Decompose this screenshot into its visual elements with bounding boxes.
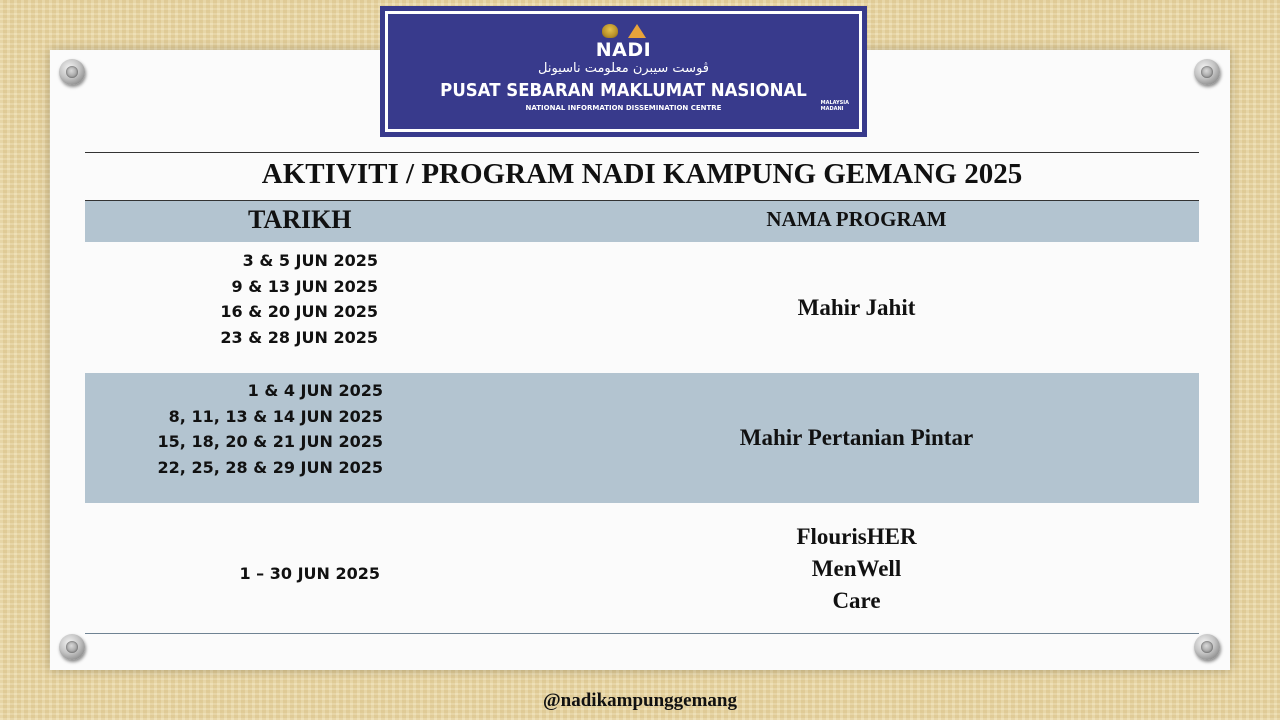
program-name: Mahir Jahit — [797, 295, 916, 320]
date-line: 16 & 20 JUN 2025 — [220, 302, 378, 321]
date-line: 1 – 30 JUN 2025 — [239, 564, 380, 583]
row-2-dates — [130, 378, 383, 480]
heading-top-rule — [85, 152, 1199, 153]
row-1-program — [515, 292, 1198, 324]
row-3-programs — [515, 521, 1198, 617]
madani-logo-line2: MADANI — [820, 106, 844, 112]
program-name: MenWell — [811, 556, 902, 581]
table-bottom-rule — [85, 633, 1199, 634]
pushpin-bottom-right — [1194, 634, 1220, 660]
page-heading: AKTIVITI / PROGRAM NADI KAMPUNG GEMANG 2025 — [261, 158, 1023, 190]
madani-logo-line1: MALAYSIA — [820, 100, 849, 106]
date-line: 9 & 13 JUN 2025 — [231, 276, 378, 296]
madani-logo — [821, 100, 849, 112]
triangle-logo-icon — [628, 24, 646, 38]
date-line: 8, 11, 13 & 14 JUN 2025 — [168, 406, 383, 426]
banner-main-title: PUSAT SEBARAN MAKLUMAT NASIONAL — [440, 80, 807, 101]
row-3-dates — [150, 561, 380, 587]
social-handle: @nadikampunggemang — [542, 690, 737, 711]
date-line: 23 & 28 JUN 2025 — [220, 327, 378, 347]
banner-jawi-text: ڤوست سيبرن معلومت ناسيونل — [538, 61, 709, 76]
row-1-dates — [150, 248, 378, 350]
date-line: 3 & 5 JUN 2025 — [242, 251, 378, 270]
nadi-banner — [380, 6, 867, 137]
banner-nadi-name: NADI — [595, 39, 652, 61]
program-name: Mahir Pertanian Pintar — [739, 425, 974, 450]
pushpin-bottom-left — [59, 634, 85, 660]
row-2-program — [515, 422, 1198, 454]
banner-emblems — [388, 24, 859, 40]
coat-of-arms-icon — [602, 24, 618, 38]
column-header-date: TARIKH — [248, 205, 352, 234]
program-name: FlourisHER — [796, 524, 917, 549]
date-line: 1 & 4 JUN 2025 — [247, 381, 383, 400]
program-name: Care — [832, 588, 881, 613]
pushpin-top-right — [1194, 59, 1220, 85]
date-line: 15, 18, 20 & 21 JUN 2025 — [157, 432, 383, 451]
date-line: 22, 25, 28 & 29 JUN 2025 — [157, 457, 383, 477]
banner-subtitle: NATIONAL INFORMATION DISSEMINATION CENTRE — [525, 104, 722, 112]
banner-frame — [385, 11, 862, 132]
column-header-program: NAMA PROGRAM — [766, 207, 947, 231]
pushpin-top-left — [59, 59, 85, 85]
